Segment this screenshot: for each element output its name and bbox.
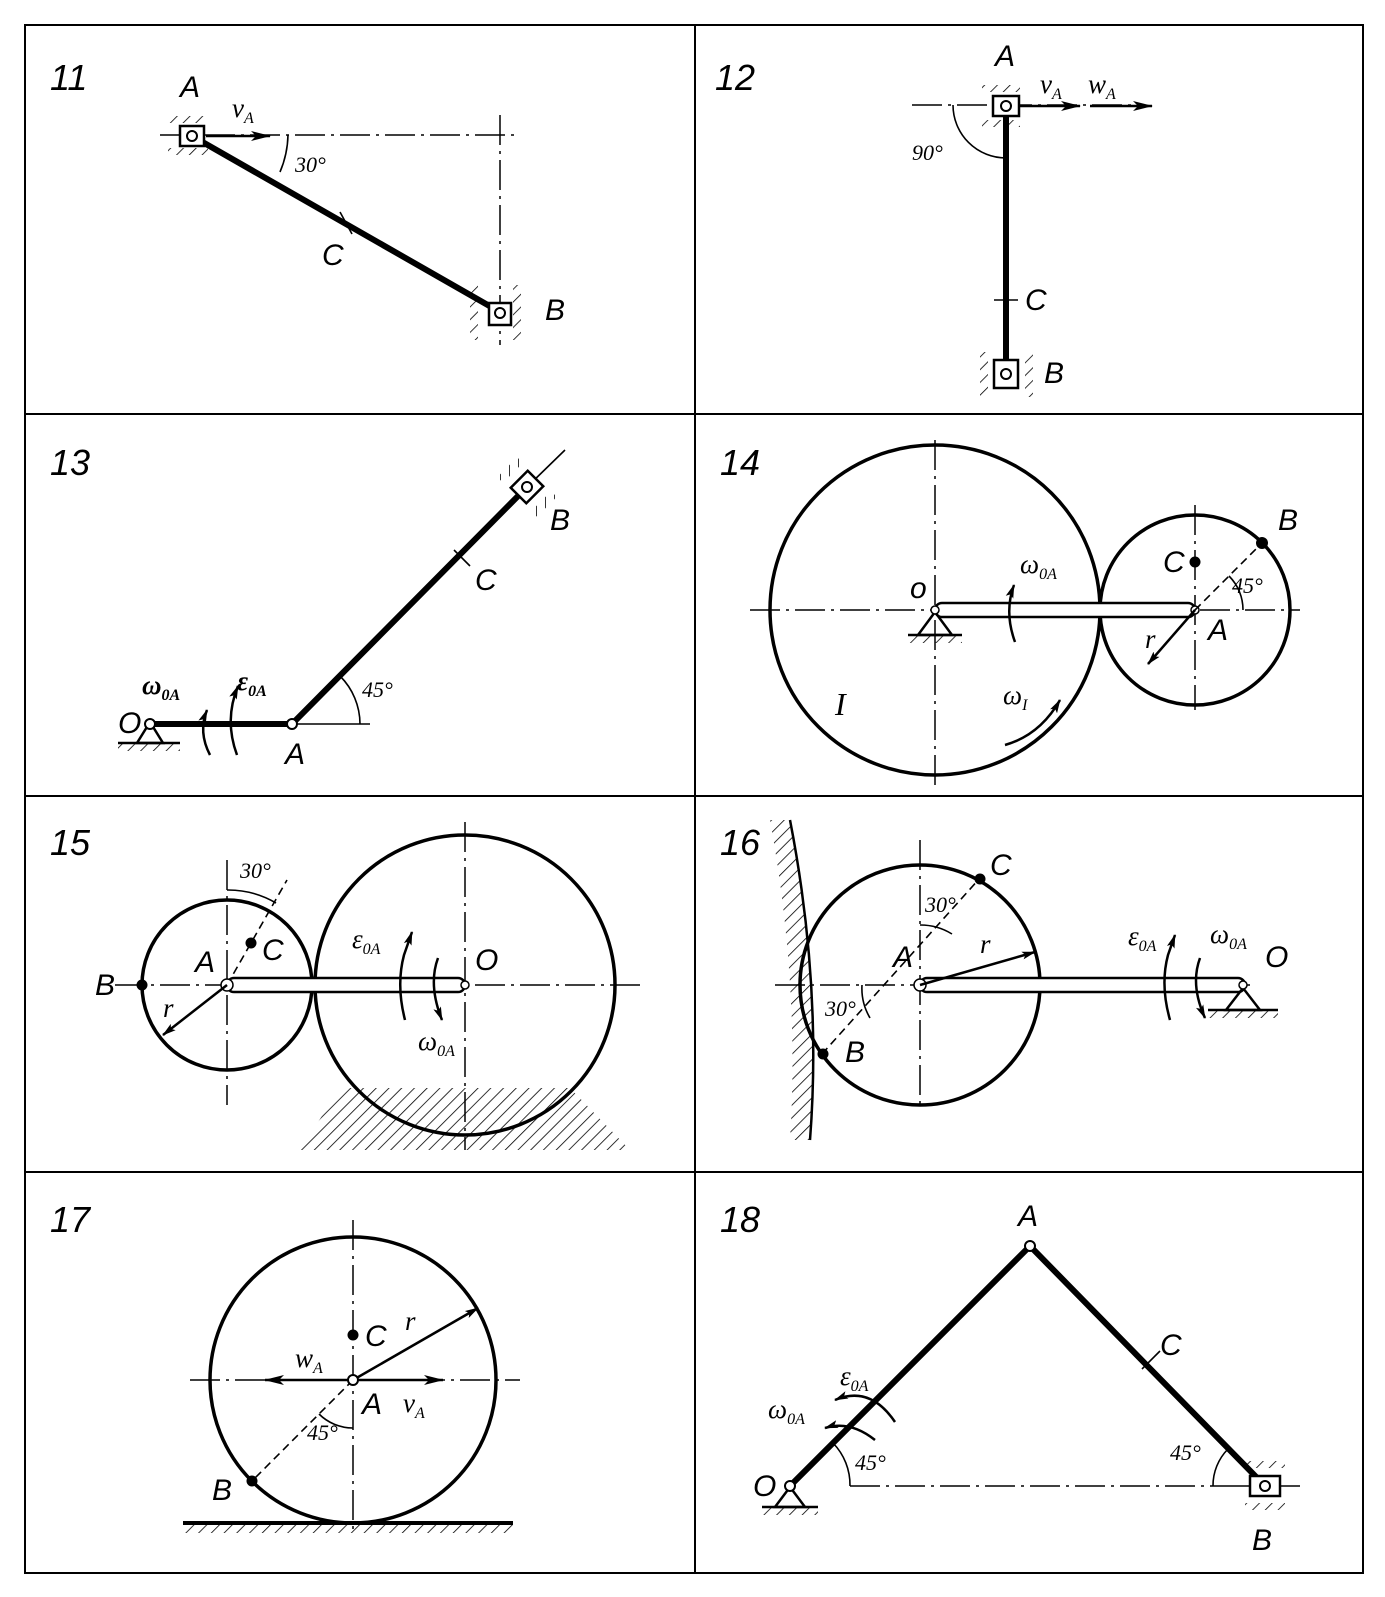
radius-line: [252, 1380, 353, 1481]
joint-a: [1001, 101, 1011, 111]
point-b: [818, 1049, 829, 1060]
rod-ab: [1030, 1246, 1265, 1486]
joint-b: [495, 308, 505, 318]
ground-hatch: [980, 352, 988, 397]
angle-arc: [280, 135, 288, 172]
point-o-label: o: [910, 572, 927, 605]
panel-15: [50, 822, 640, 1150]
angle-label-o: 45°: [855, 1450, 886, 1475]
point-c-label: C: [990, 849, 1012, 882]
joint-a: [1025, 1241, 1035, 1251]
point-a-label: A: [893, 941, 914, 974]
radius-label: r: [980, 929, 991, 959]
point-o-label: O: [1265, 941, 1289, 974]
joint-o: [1239, 981, 1247, 989]
point-c: [975, 874, 986, 885]
angular-velocity-arrow: [825, 1426, 875, 1440]
point-b-label: B: [212, 1474, 233, 1507]
joint-o: [785, 1481, 795, 1491]
joint-o: [931, 606, 939, 614]
rod-ab: [292, 487, 527, 724]
point-a-label: A: [995, 40, 1016, 73]
panel-number: 16: [720, 822, 761, 863]
angular-acceleration-label: $\varepsilon_{0A}$: [237, 666, 267, 700]
point-a-label: A: [195, 946, 216, 979]
angle-label: 90°: [912, 140, 943, 165]
joint-o: [461, 981, 469, 989]
point-b-label: B: [1044, 357, 1065, 390]
point-a-label: A: [180, 71, 201, 104]
panel-number: 18: [720, 1199, 761, 1240]
angular-velocity-label: $\omega_{0A}$: [142, 670, 181, 704]
acceleration-label: $w_A$: [1088, 69, 1116, 103]
velocity-label: $v_A$: [1040, 69, 1062, 103]
crank-oa: [227, 978, 465, 992]
ground-hatch: [982, 120, 1020, 127]
angular-acceleration-label: $\varepsilon_{0A}$: [1128, 921, 1157, 955]
velocity-label: $v_A$: [403, 1388, 425, 1422]
point-b-label: B: [1278, 504, 1299, 537]
angle-label: 45°: [362, 677, 393, 702]
joint-b: [1260, 1481, 1270, 1491]
joint-o: [145, 719, 155, 729]
acceleration-label: $w_A$: [295, 1343, 323, 1377]
angle-arc: [340, 676, 360, 724]
radius-label: r: [163, 993, 174, 1023]
point-c: [246, 938, 257, 949]
point-o-label: O: [475, 944, 499, 977]
point-a-label: A: [1208, 614, 1229, 647]
panel-number: 14: [720, 442, 761, 483]
ground-hatch: [1025, 352, 1033, 397]
panel-17: [50, 1199, 520, 1533]
point-c-label: C: [322, 239, 344, 272]
panel-number: 11: [50, 57, 88, 98]
point-b-label: B: [550, 504, 571, 537]
angle-label: 45°: [1232, 573, 1263, 598]
point-c: [1190, 557, 1201, 568]
angular-acceleration-arrow: [400, 932, 412, 1020]
panel-number: 12: [715, 57, 756, 98]
panel-14: [720, 440, 1300, 790]
ground-hatch: [168, 148, 208, 155]
point-b-label: B: [1252, 1524, 1273, 1557]
panel-12: [715, 40, 1152, 397]
point-b: [1256, 537, 1268, 549]
crank-oa: [790, 1246, 1030, 1486]
point-o-label: O: [753, 1470, 777, 1503]
point-c-label: C: [262, 934, 284, 967]
angle-label-b: 45°: [1170, 1440, 1201, 1465]
joint-b: [522, 482, 532, 492]
angle-label: 30°: [240, 858, 271, 883]
angular-velocity-arrow: [203, 710, 210, 755]
angle-arc: [1213, 1449, 1228, 1486]
point-c-label: C: [475, 564, 497, 597]
point-o-label: O: [118, 707, 142, 740]
angle-arc: [833, 1443, 850, 1486]
angular-velocity-label: $\omega_{0A}$: [418, 1026, 455, 1060]
point-a-label: A: [362, 1388, 383, 1421]
angle-label: 45°: [307, 1420, 338, 1445]
wall-hatch: [770, 820, 813, 1140]
angle-label-top: 30°: [925, 892, 956, 917]
ground-hatch: [1245, 1461, 1285, 1468]
radius-label: r: [405, 1306, 416, 1336]
joint-b: [1001, 369, 1011, 379]
angular-velocity-label: $\omega_{0A}$: [768, 1394, 805, 1428]
point-b-label: B: [845, 1036, 866, 1069]
panel-13: [50, 442, 570, 771]
angular-velocity-label: $\omega_{0A}$: [1020, 549, 1057, 583]
angular-velocity-label: $\omega_{0A}$: [1210, 919, 1247, 953]
ground-hatch: [1245, 1503, 1285, 1510]
point-b: [137, 980, 148, 991]
point-a-label: A: [1018, 1200, 1039, 1233]
point-a-label: A: [285, 738, 306, 771]
angular-acceleration-label: $\varepsilon_{0A}$: [352, 924, 381, 958]
panel-18: [720, 1199, 1300, 1557]
point-c-label: C: [1025, 284, 1047, 317]
angular-acceleration-arrow: [231, 686, 238, 755]
velocity-label: $v_A$: [232, 93, 254, 127]
ground-hatch: [513, 285, 521, 340]
angle-arc: [920, 925, 952, 934]
point-c: [348, 1330, 359, 1341]
joint-a: [287, 719, 297, 729]
panel-number: 17: [50, 1199, 91, 1240]
angular-acceleration-label: $\varepsilon_{0A}$: [840, 1361, 869, 1395]
ground-hatch: [168, 116, 208, 123]
point-b-label: B: [545, 294, 566, 327]
gear-rotation-label: $\omega_I$: [1003, 680, 1028, 714]
joint-a: [187, 131, 197, 141]
crank-oa: [935, 603, 1195, 617]
gear-1-label: I: [835, 686, 846, 722]
angle-label: 30°: [295, 152, 326, 177]
point-b-label: B: [95, 969, 116, 1002]
point-b: [247, 1476, 258, 1487]
point-c-label: C: [365, 1320, 387, 1353]
ground-hatch: [982, 85, 1020, 92]
radius-label: r: [1145, 624, 1156, 654]
point-c-label: C: [1163, 546, 1185, 579]
panel-16: [720, 820, 1288, 1140]
panel-11: [50, 57, 565, 345]
point-c-label: C: [1160, 1329, 1182, 1362]
panel-number: 13: [50, 442, 91, 483]
radius-line: [227, 880, 287, 985]
panel-number: 15: [50, 822, 91, 863]
joint-a: [348, 1375, 358, 1385]
angle-label-bottom: 30°: [825, 996, 856, 1021]
